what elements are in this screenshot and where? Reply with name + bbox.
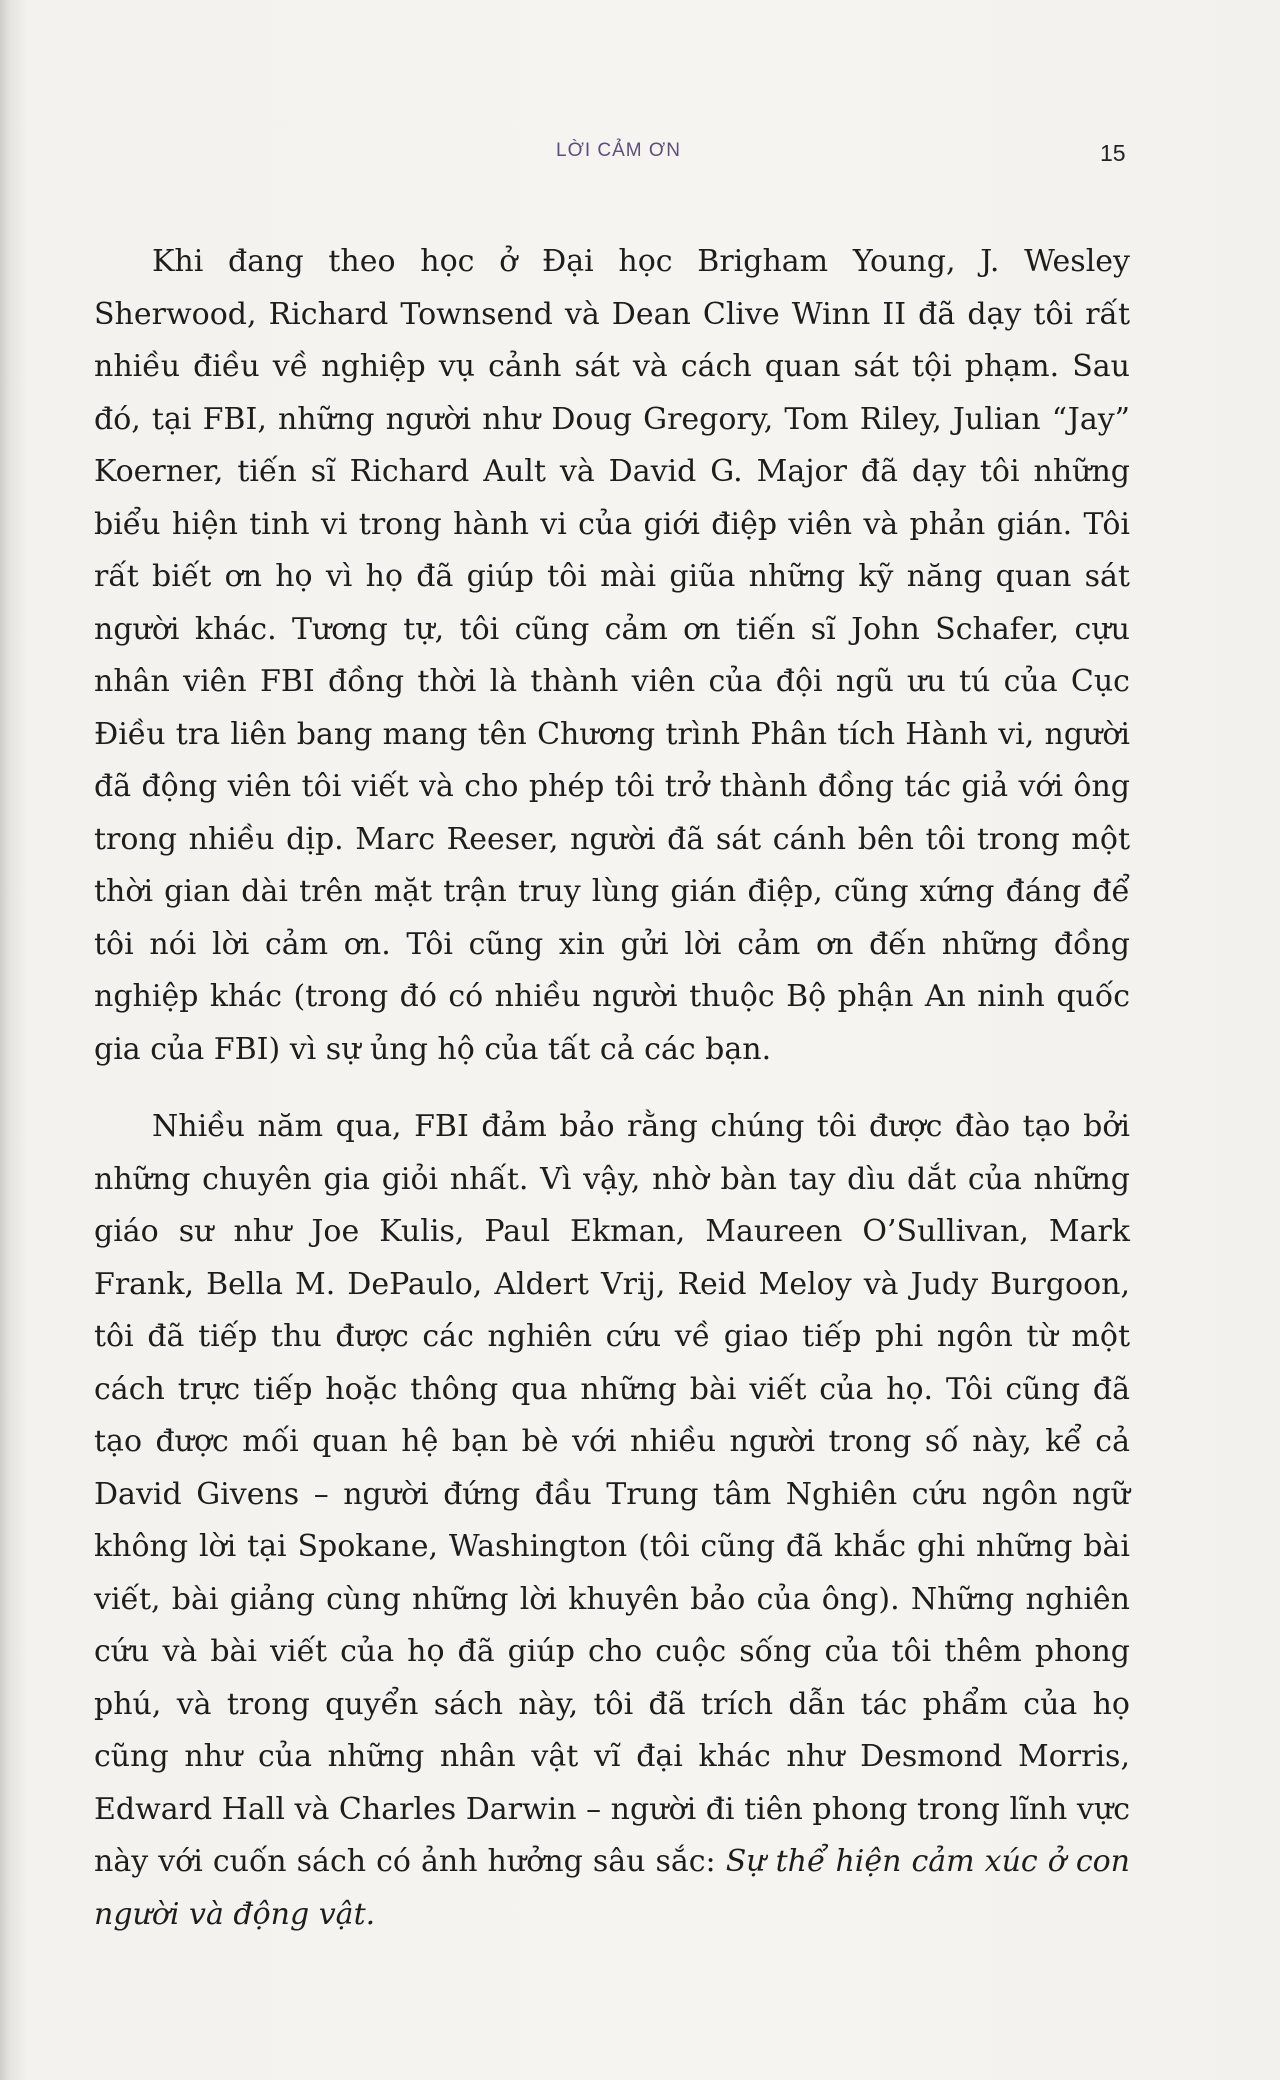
running-title: LỜI CẢM ƠN (556, 140, 681, 161)
paragraph (94, 1101, 1130, 1941)
paragraph-text: Nhiều năm qua, FBI đảm bảo rằng chúng tôi được đào tạo bởi những chuyên gia giỏi nhất. Vì vậy, nhờ bàn tay dìu dắt của những giáo sư như Joe Kulis, Paul Ekman, Maureen O’Sullivan, Mark Frank, Bella M. DePaulo, Aldert Vrij, Reid Meloy và Judy Burgoon, tôi đã tiếp thu được các nghiên cứu về giao tiếp phi ngôn từ một cách trực tiếp hoặc thông qua những bài viết của họ. Tôi cũng đã tạo được mối quan hệ bạn bè với nhiều người trong số này, kể cả David Givens – người đứng đầu Trung tâm Nghiên cứu ngôn ngữ không lời tại Spokane, Washington (tôi cũng đã khắc ghi những bài viết, bài giảng cùng những lời khuyên bảo của ông). Những nghiên cứu và bài viết của họ đã giúp cho cuộc sống của tôi thêm phong phú, và trong quyển sách này, tôi đã trích dẫn tác phẩm của họ cũng như của những nhân vật vĩ đại khác như Desmond Morris, Edward Hall và Charles Darwin – người đi tiên phong trong lĩnh vực này với cuốn sách có ảnh hưởng sâu sắc: (94, 1109, 1130, 1879)
book-title: Sự thể hiện cảm xúc ở con người và động vật. (94, 1844, 1131, 1932)
paragraph-text: Khi đang theo học ở Đại học Brigham Young, J. Wesley Sherwood, Richard Townsend và Dean Clive Winn II đã dạy tôi rất nhiều điều về nghiệp vụ cảnh sát và cách quan sát tội phạm. Sau đó, tại FBI, những người như Doug Gregory, Tom Riley, Julian “Jay” Koerner, tiến sĩ Richard Ault và David G. Major đã dạy tôi những biểu hiện tinh vi trong hành vi của giới điệp viên và phản gián. Tôi rất biết ơn họ vì họ đã giúp tôi mài giũa những kỹ năng quan sát người khác. Tương tự, tôi cũng cảm ơn tiến sĩ John Schafer, cựu nhân viên FBI đồng thời là thành viên của đội ngũ ưu tú của Cục Điều tra liên bang mang tên Chương trình Phân tích Hành vi, người đã động viên tôi viết và cho phép tôi trở thành đồng tác giả với ông trong nhiều dịp. Marc Reeser, người đã sát cánh bên tôi trong một thời gian dài trên mặt trận truy lùng gián điệp, cũng xứng đáng để tôi nói lời cảm ơn. Tôi cũng xin gửi lời cảm ơn đến những đồng nghiệp khác (trong đó có nhiều người thuộc Bộ phận An ninh quốc gia của FBI) vì sự ủng hộ của tất cả các bạn. (94, 244, 1130, 1067)
body-text (94, 236, 1130, 1941)
page-number: 15 (1100, 140, 1126, 166)
paragraph (94, 236, 1130, 1076)
